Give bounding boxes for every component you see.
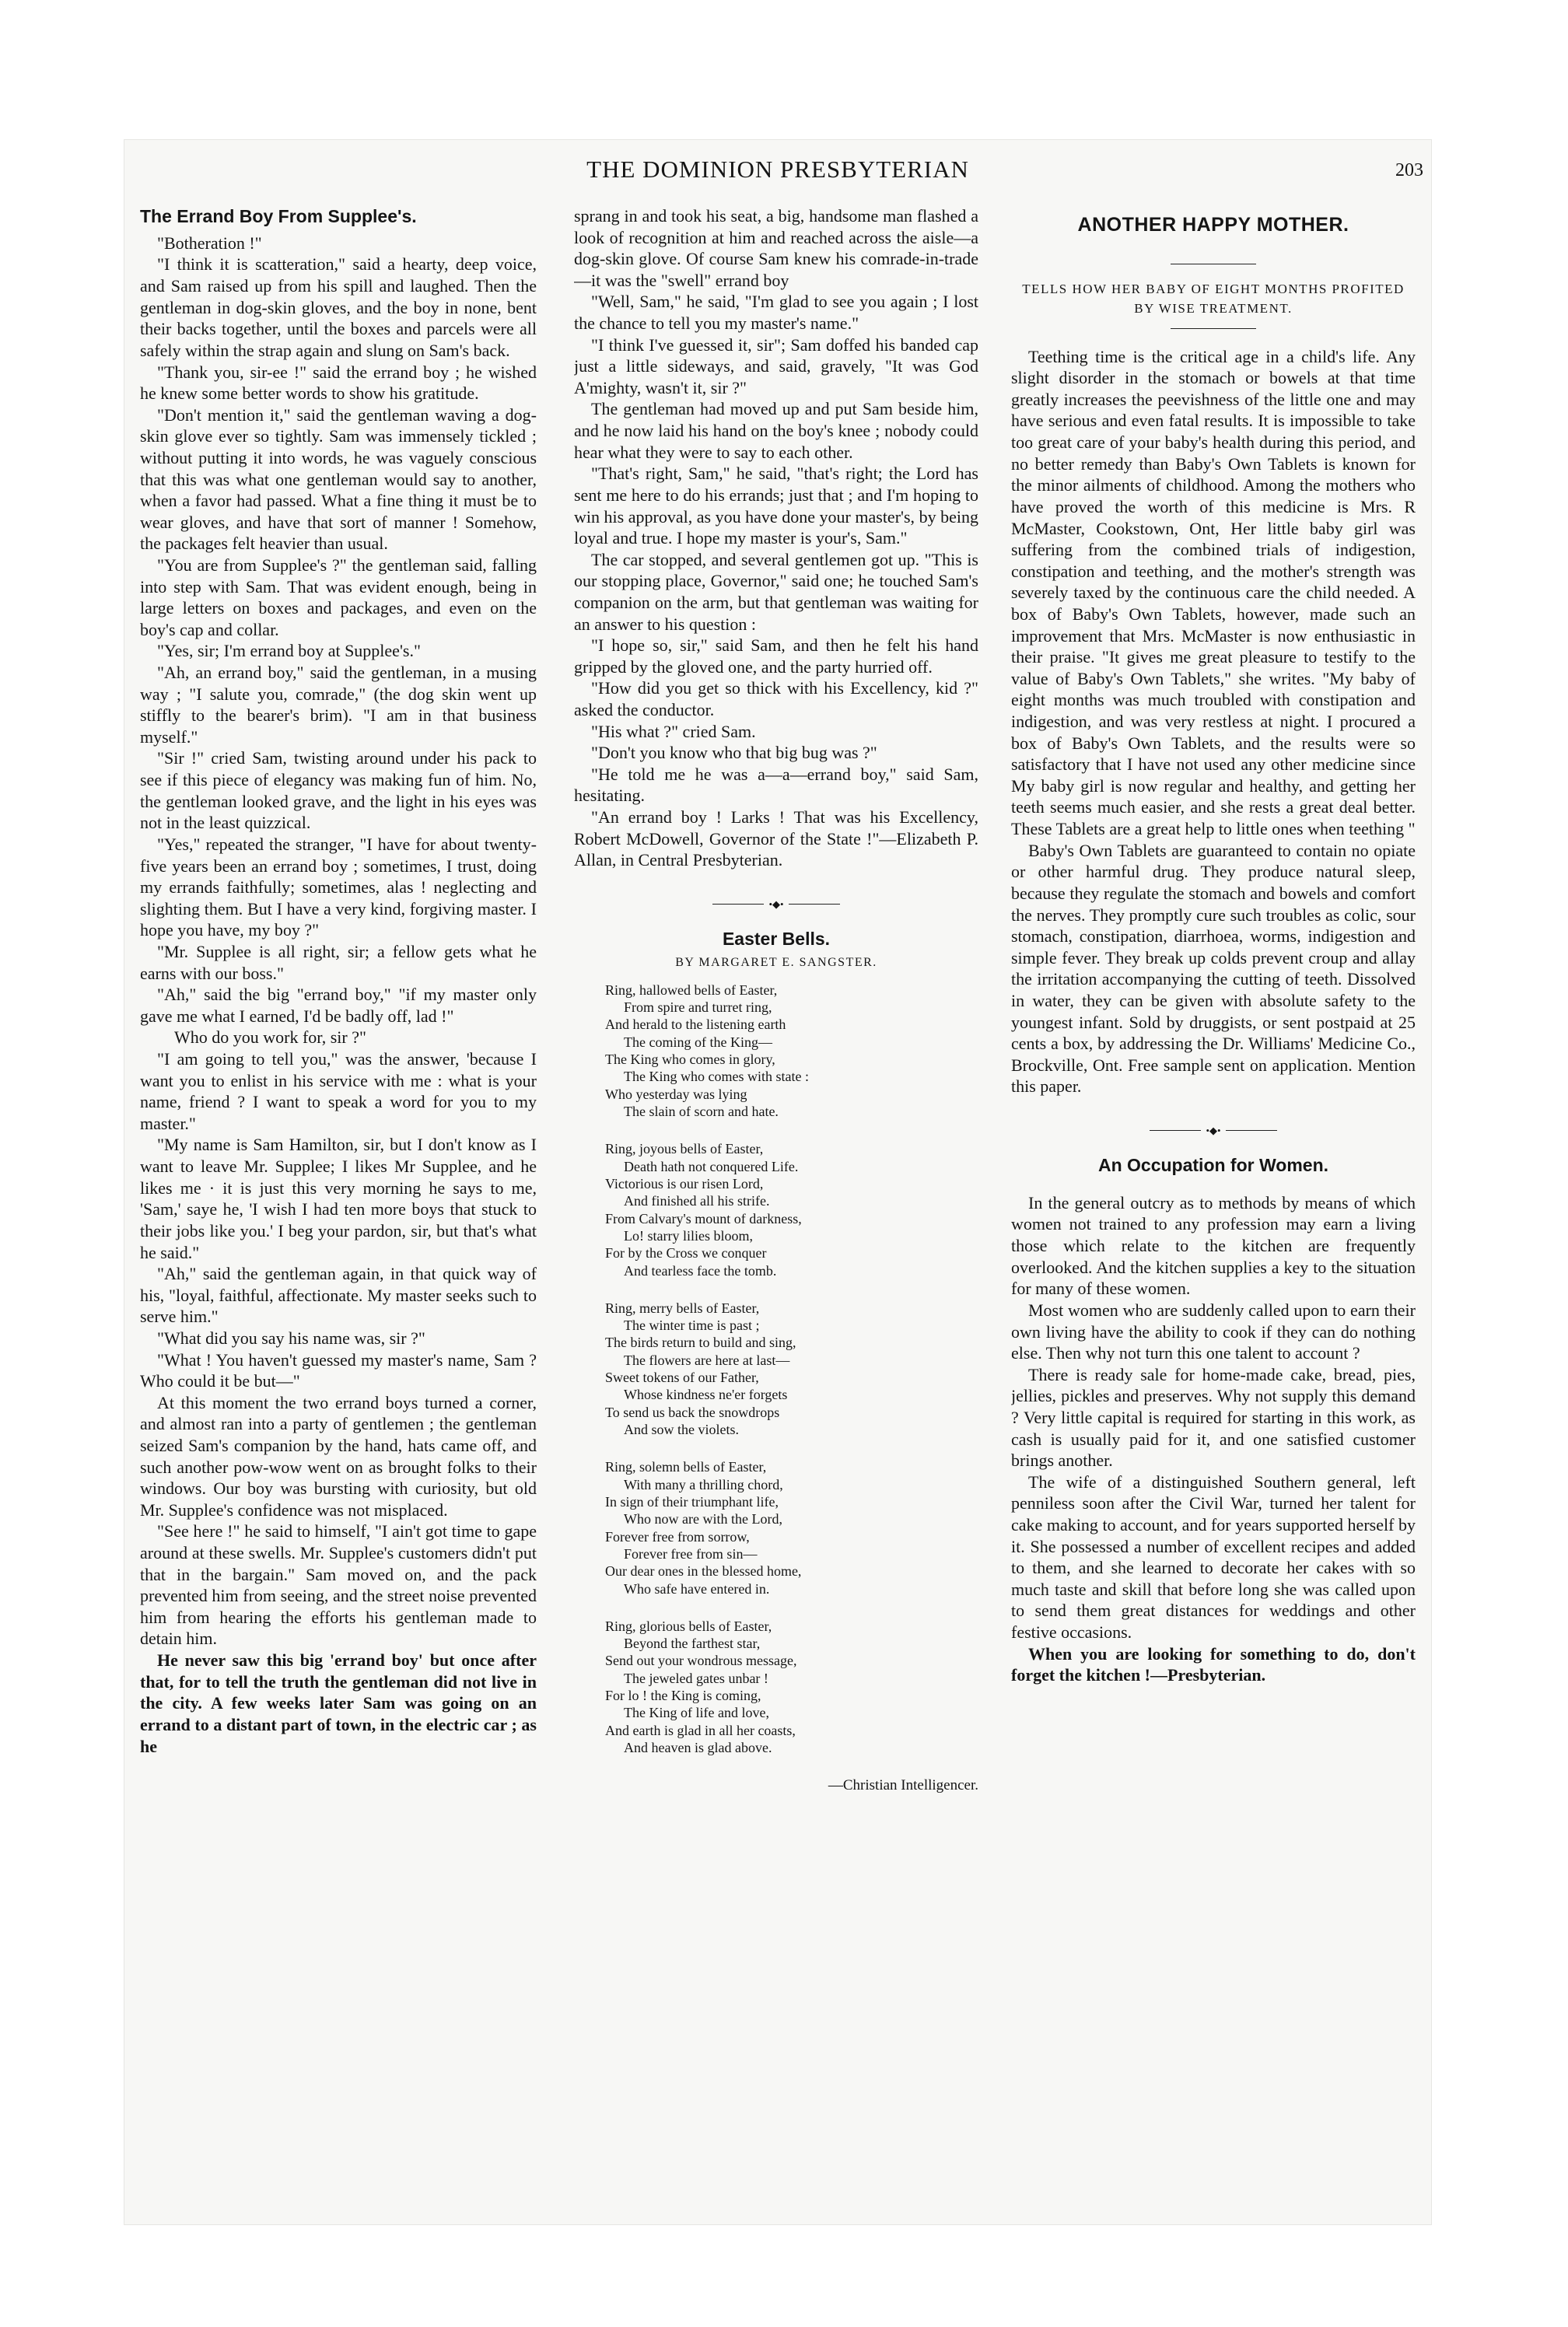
divider-rule [789, 904, 840, 905]
poem-line: From Calvary's mount of darkness, [605, 1210, 802, 1226]
paragraph: "Don't mention it," said the gentleman waving a dog-skin glove ever so tightly. Sam was immensely tickled ; without putting it into words, he was vaguely conscious that this was what one gentleman would say to another, when a favor had passed. What a fine thing it must be to wear gloves, and have that sort of manner ! Somehow, the packages felt heavier than usual. [140, 404, 537, 554]
column-1 [140, 205, 537, 2196]
column-3 [1011, 205, 1416, 2196]
poem-line: For by the Cross we conquer [605, 1245, 767, 1261]
paragraph: At this moment the two errand boys turned a corner, and almost ran into a party of gentlemen ; the gentleman seized Sam's companion by the hand, hats came off, and such another pow-wow went on as brought folks to their windows. Our boy was bursting with curiosity, but old Mr. Supplee's confidence was not misplaced. [140, 1392, 537, 1520]
section-divider [574, 899, 978, 909]
paragraph: "Sir !" cried Sam, twisting around under his pack to see if this piece of elegancy was making fun of him. No, the gentleman looked grave, and the light in his eyes was not in the least quizzical. [140, 748, 537, 833]
poem-line: Sweet tokens of our Father, [605, 1370, 759, 1386]
poem-line: Who now are with the Lord, [624, 1511, 782, 1527]
paragraph: "Don't you know who that big bug was ?" [591, 743, 877, 763]
article-body-errand-boy [140, 233, 537, 1757]
poem-stanza [605, 982, 978, 1121]
article-continuation-errand-boy [574, 205, 978, 871]
poem-line: Who safe have entered in. [624, 1580, 770, 1597]
subtitle-rule [1171, 328, 1256, 329]
paragraph: The car stopped, and several gentlemen got up. "This is our stopping place, Governor," said one; he touched Sam's companion on the arm, but that gentleman was waiting for an answer to his question : [574, 549, 978, 634]
divider-diamond-icon: •◆• [1206, 1124, 1221, 1136]
poem-line: And herald to the listening earth [605, 1017, 786, 1033]
paragraph: "What ! You haven't guessed my master's name, Sam ? Who could it be but—" [140, 1349, 537, 1391]
paragraph: "Mr. Supplee is all right, sir; a fellow gets what he earns with our boss." [140, 941, 537, 983]
article-subtitle-happy-mother: TELLS HOW HER BABY OF EIGHT MONTHS PROFITED BY WISE TREATMENT. [1022, 282, 1405, 317]
poem-line: Our dear ones in the blessed home, [605, 1563, 802, 1580]
paragraph: "I hope so, sir," said Sam, and then he felt his hand gripped by the gloved one, and the party hurried off. [574, 635, 978, 677]
paragraph: Teething time is the critical age in a child's life. Any slight disorder in the stomach or bowels at that time greatly increases the peevishness of the little one and may have serious and even fatal results. It is impossible to take too great care of your baby's health during this period, and no better remedy than Baby's Own Tablets is known for the minor ailments of childhood. Among the mothers who have proved the worth of this medicine is Mrs. R McMaster, Cookstown, Ont, Her little baby girl was suffering from the combined trials of indigestion, constipation and teething, and the mother's strength was severely taxed by the continuous care the child needed. A box of Baby's Own Tablets, however, made such an improvement that Mrs. McMaster is now enthusiastic in their praise. "It gives me great pleasure to testify to the value of Baby's Own Tablets," she writes. "My baby of eight months was much troubled with constipation and indigestion, and was very restless at night. I procured a box of Baby's Own Tablets, and the results were so satisfactory that I have not used any other medicine since My baby girl is now regular and healthy, and getting her teeth seems much easier, and she rests a great deal better. These Tablets are a great help to little ones when teething " [1011, 346, 1416, 839]
poem-line: Ring, hallowed bells of Easter, [605, 982, 778, 998]
paragraph: "That's right, Sam," he said, "that's right; the Lord has sent me here to do his errands; just that ; and I'm hoping to win his approval, as you have done your master's, by being loyal and true. I hope my master is your's, Sam." [574, 464, 978, 548]
poem-line: The birds return to build and sing, [605, 1335, 796, 1351]
paragraph: "His what ?" cried Sam. [591, 721, 756, 741]
poem-line: The King who comes with state : [624, 1069, 809, 1085]
paragraph: "Ah," said the big "errand boy," "if my master only gave me what I earned, I'd be badly off, lad !" [140, 985, 537, 1026]
poem-line: And finished all his strife. [624, 1193, 770, 1209]
poem-line: Ring, merry bells of Easter, [605, 1300, 760, 1316]
poem-title: Easter Bells. [722, 928, 831, 949]
divider-rule [1226, 1130, 1277, 1131]
article-title-errand-boy: The Errand Boy From Supplee's. [140, 206, 417, 226]
poem-stanza [605, 1140, 978, 1279]
paragraph: Who do you work for, sir ?" [174, 1027, 366, 1048]
divider-diamond-icon: •◆• [768, 898, 784, 910]
poem-stanza [605, 1618, 978, 1757]
divider-rule [712, 904, 764, 905]
page-number: 203 [1395, 160, 1423, 180]
poem-line: Who yesterday was lying [605, 1086, 747, 1102]
poem-line: The coming of the King— [624, 1034, 772, 1050]
poem-line: Lo! starry lilies bloom, [624, 1227, 753, 1244]
paragraph: "I think I've guessed it, sir"; Sam doffed his banded cap just a little sideways, and said, gravely, "It was God A'mighty, wasn't it, sir ?" [574, 334, 978, 397]
poem-line: To send us back the snowdrops [605, 1404, 780, 1420]
poem-line: Forever free from sin— [624, 1545, 758, 1562]
poem-line: Send out your wondrous message, [605, 1653, 797, 1669]
paragraph: The wife of a distinguished Southern general, left penniless soon after the Civil War, turned her talent for cake making to account, and for years supported herself by it. She possessed a number of excellent recipes and added to them, and she learned to decorate her cakes with so much taste and skill that before long she was called upon to send them great distances for weddings and other festive occasions. [1011, 1471, 1416, 1643]
poem-line: The jeweled gates unbar ! [624, 1670, 768, 1686]
paragraph: "Ah, an errand boy," said the gentleman, in a musing way ; "I salute you, comrade," (the dog skin went up stiffly to the bearer's brim). "I am in that business myself." [140, 663, 537, 747]
paragraph: "I think it is scatteration," said a hearty, deep voice, and Sam raised up from his spill and laughed. Then the gentleman in dog-skin gloves, and the boy in none, bent their backs together, until the boxes and parcels were all safely within the strap again and slung on Sam's back. [140, 254, 537, 360]
poem-line: And earth is glad in all her coasts, [605, 1722, 796, 1738]
paragraph: Baby's Own Tablets are guaranteed to contain no opiate or other harmful drug. They produce natural sleep, because they regulate the stomach and bowels and comfort the nerves. They promptly cure such troubles as colic, sour stomach, constipation, diarrhoea, worms, indigestion and simple fever. They break up colds prevent croup and allay the irritation accompanying the cutting of teeth. Dissolved in water, they can be given with absolute safety to the youngest infant. Sold by druggists, or sent postpaid at 25 cents a box, by addressing the Dr. Williams' Medicine Co., Brockville, Ont. Free sample sent on application. Mention this paper. [1011, 840, 1416, 1097]
poem-attribution: —Christian Intelligencer. [828, 1777, 978, 1794]
poem-line: The winter time is past ; [624, 1317, 760, 1334]
paragraph: "Botheration !" [157, 233, 262, 253]
poem-line: The flowers are here at last— [624, 1352, 790, 1368]
paragraph: "Yes," repeated the stranger, "I have for about twenty-five years been an errand boy ; sometimes, I trust, doing my errands faithfully; sometimes, alas ! neglecting and slighting them. But I have a very kind, forgiving master. I hope you have, my boy ?" [140, 834, 537, 940]
poem-line: With many a thrilling chord, [624, 1476, 783, 1492]
poem-line: Beyond the farthest star, [624, 1636, 761, 1652]
paragraph: "Well, Sam," he said, "I'm glad to see you again ; I lost the chance to tell you my master's name." [574, 292, 978, 334]
poem-line: The King of life and love, [624, 1705, 769, 1721]
paragraph: The gentleman had moved up and put Sam beside him, and he now laid his hand on the boy's knee ; nobody could hear what they were to say to each other. [574, 399, 978, 462]
column-2 [574, 205, 978, 2196]
section-divider [1011, 1125, 1416, 1136]
poem-line: Victorious is our risen Lord, [605, 1175, 764, 1191]
paragraph: "My name is Sam Hamilton, sir, but I don't know as I want to leave Mr. Supplee; I likes Mr Supplee, and he likes me · it is just this very morning he says to me, 'Sam,' saye he, 'I wish I had ten more boys that stuck to their jobs like you.' I beg your pardon, sir, but that's what he said." [140, 1135, 537, 1262]
paragraph: "Ah," said the gentleman again, in that quick way of his, "loyal, faithful, affectionate. My master seeks such to serve him." [140, 1264, 537, 1327]
poem-line: The King who comes in glory, [605, 1052, 775, 1068]
paragraph: "I am going to tell you," was the answer, 'because I want you to enlist in his service with me : what is your name, friend ? I want to speak a word for you to my master." [140, 1049, 537, 1133]
paragraph: "An errand boy ! Larks ! That was his Excellency, Robert McDowell, Governor of the State !"—Elizabeth P. Allan, in Central Presbyterian. [574, 807, 978, 870]
poem-line: Ring, joyous bells of Easter, [605, 1141, 764, 1157]
paragraph: "He told me he was a—a—errand boy," said Sam, hesitating. [574, 764, 978, 806]
poem-stanza [605, 1458, 978, 1597]
divider-rule [1150, 1130, 1201, 1131]
poem-line: In sign of their triumphant life, [605, 1493, 779, 1510]
poem-byline: BY MARGARET E. SANGSTER. [675, 955, 877, 969]
paragraph: "How did you get so thick with his Excellency, kid ?" asked the conductor. [574, 678, 978, 720]
paragraph: "See here !" he said to himself, "I ain't got time to gape around at these swells. Mr. Supplee's customers didn't put that in the bargain." Sam moved on, and the pack prevented him from seeing, and the street noise prevented him from hearing the efforts his gentleman made to detain him. [140, 1521, 537, 1649]
article-title-happy-mother: ANOTHER HAPPY MOTHER. [1077, 214, 1349, 236]
paragraph: "Yes, sir; I'm errand boy at Supplee's." [157, 641, 421, 661]
article-title-occupation: An Occupation for Women. [1097, 1154, 1329, 1175]
paragraph: "You are from Supplee's ?" the gentleman said, falling into step with Sam. That was evident enough, being in large letters on boxes and packages, and even on the boy's cap and collar. [140, 555, 537, 639]
paragraph: In the general outcry as to methods by means of which women not trained to any profession may earn a living those which relate to the kitchen are frequently overlooked. And the kitchen supplies a key to the situation for many of these women. [1011, 1192, 1416, 1299]
poem-line: For lo ! the King is coming, [605, 1688, 761, 1704]
poem-line: Forever free from sorrow, [605, 1528, 750, 1545]
poem-line: Ring, solemn bells of Easter, [605, 1459, 767, 1475]
poem-line: And tearless face the tomb. [624, 1262, 777, 1279]
poem-line: From spire and turret ring, [624, 999, 772, 1016]
publication-title: THE DOMINION PRESBYTERIAN [586, 156, 969, 183]
masthead [124, 156, 1431, 190]
newspaper-page [124, 140, 1431, 2224]
poem-line: And heaven is glad above. [624, 1740, 772, 1756]
poem-line: And sow the violets. [624, 1422, 739, 1438]
paragraph: sprang in and took his seat, a big, handsome man flashed a look of recognition at him and reached across the aisle—a dog-skin glove. Of course Sam knew his comrade-in-trade—it was the "swell" errand boy [574, 206, 978, 290]
paragraph: There is ready sale for home-made cake, bread, pies, jellies, pickles and preserves. Why not supply this demand ? Very little capital is required for starting in this work, as cash is usually paid for it, and one satisfied customer brings another. [1011, 1364, 1416, 1471]
paragraph: He never saw this big 'errand boy' but once after that, for to tell the truth the gentleman did not live in the city. A few weeks later Sam was going on an errand to a distant part of town, in the electric car ; as he [140, 1650, 537, 1756]
poem-line: Ring, glorious bells of Easter, [605, 1618, 772, 1634]
paragraph: Most women who are suddenly called upon to earn their own living have the ability to cook if they can do nothing else. Then why not turn this one talent to account ? [1011, 1300, 1416, 1363]
poem-line: Whose kindness ne'er forgets [624, 1387, 788, 1403]
paragraph: "Thank you, sir-ee !" said the errand boy ; he wished he knew some better words to show his gratitude. [140, 362, 537, 404]
poem-line: The slain of scorn and hate. [624, 1104, 779, 1120]
poem-easter-bells [605, 982, 978, 1757]
paragraph: "What did you say his name was, sir ?" [157, 1328, 425, 1348]
poem-line: Death hath not conquered Life. [624, 1158, 799, 1174]
poem-stanza [605, 1300, 978, 1439]
paragraph: When you are looking for something to do, don't forget the kitchen !—Presbyterian. [1011, 1643, 1416, 1685]
